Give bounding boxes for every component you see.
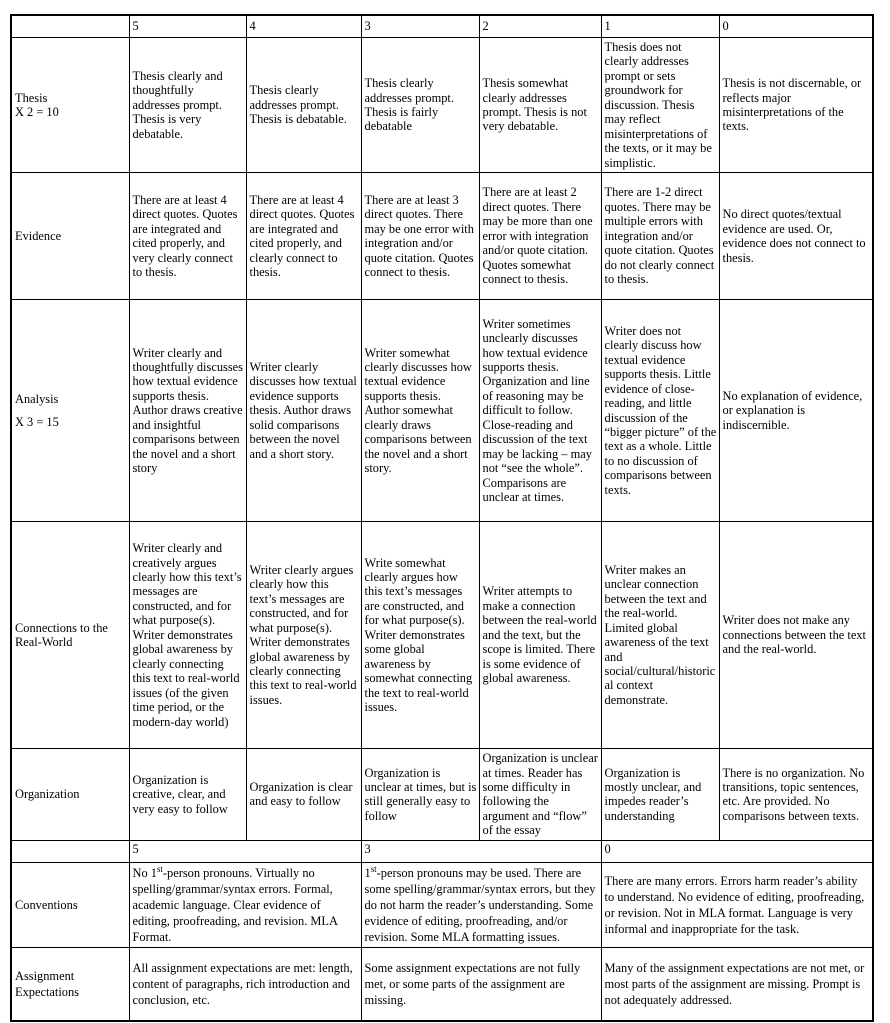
criterion-analysis-line1: Analysis [15,391,59,406]
cell-thesis-4: Thesis clearly addresses prompt. Thesis is debatable. [246,38,361,173]
criterion-analysis [11,300,129,522]
cell-analysis-0: No explanation of evidence, or explanation is indiscernible. [719,300,873,522]
score-header-2: 2 [479,15,601,38]
cell-assignment-5: All assignment expectations are met: length, content of paragraphs, rich introduction and conclusion, etc. [129,948,361,1022]
cell-thesis-0: Thesis is not discernable, or reflects major misinterpretations of the texts. [719,38,873,173]
cell-analysis-2: Writer sometimes unclearly discusses how textual evidence supports thesis. Organization and line of reasoning may be difficult to follow. Close-reading and discussion of the text may be lacking – may not “see the whole”. Comparisons are unclear at times. [479,300,601,522]
cell-organization-3: Organization is unclear at times, but is still generally easy to follow [361,749,479,841]
table-row-analysis [11,300,873,522]
criterion-assignment-line1: Assignment [15,969,75,984]
cell-conventions-3: 1st-person pronouns may be used. There are some spelling/grammar/syntax errors, but they do not harm the reader’s understanding. Some evidence of editing, proofreading, and/or revision. Some MLA formatting issues. [361,862,601,948]
rubric-body [11,15,873,1021]
criterion-assignment-expectations [11,948,129,1022]
score-header-bottom-3: 3 [361,840,601,862]
cell-connections-4: Writer clearly argues clearly how this text’s messages are constructed, and for what purpose(s). Writer demonstrates global awareness by clearly connecting this text to real-world issues. [246,522,361,749]
cell-connections-0: Writer does not make any connections between the text and the real-world. [719,522,873,749]
score-header-5: 5 [129,15,246,38]
criterion-conventions [11,862,129,948]
cell-thesis-5: Thesis clearly and thoughtfully addresses prompt. Thesis is very debatable. [129,38,246,173]
score-header-4: 4 [246,15,361,38]
criterion-thesis-line2: X 2 = 10 [15,105,59,120]
cell-analysis-5: Writer clearly and thoughtfully discusses how textual evidence supports thesis. Author draws creative and insightful comparisons between the novel and a short story [129,300,246,522]
cell-thesis-3: Thesis clearly addresses prompt. Thesis is fairly debatable [361,38,479,173]
cell-evidence-4: There are at least 4 direct quotes. Quotes are integrated and cited properly, and clearly connect to thesis. [246,173,361,300]
cell-connections-2: Writer attempts to make a connection between the real-world and the text, but the scope is limited. There is some evidence of global awareness. [479,522,601,749]
cell-conventions-5: No 1st-person pronouns. Virtually no spelling/grammar/syntax errors. Formal, academic language. Clear evidence of editing, proofreading, and revision. MLA Format. [129,862,361,948]
cell-analysis-3: Writer somewhat clearly discusses how textual evidence supports thesis. Author somewhat clearly draws comparisons between the novel and a short story. [361,300,479,522]
cell-conventions-0: There are many errors. Errors harm reader’s ability to understand. No evidence of editing, proofreading, or revision. Not in MLA format. Language is very informal and inappropriate for the task. [601,862,873,948]
criterion-analysis-spacer [15,406,127,415]
cell-evidence-0: No direct quotes/textual evidence are used. Or, evidence does not connect to thesis. [719,173,873,300]
score-header-row-bottom [11,840,873,862]
table-row-connections [11,522,873,749]
criterion-connections-line2: Real-World [15,635,73,650]
cell-analysis-4: Writer clearly discusses how textual evidence supports thesis. Author draws solid comparisons between the novel and a short story. [246,300,361,522]
cell-connections-1: Writer makes an unclear connection between the text and the real-world. Limited global awareness of the text and social/cultural/historical context demonstrate. [601,522,719,749]
cell-connections-5: Writer clearly and creatively argues clearly how this text’s messages are constructed, and for what purpose(s). Writer demonstrates global awareness by clearly connecting this text to real-world issues (of the given time period, or the modern-day world) [129,522,246,749]
cell-thesis-2: Thesis somewhat clearly addresses prompt. Thesis is not very debatable. [479,38,601,173]
cell-evidence-2: There are at least 2 direct quotes. There may be more than one error with integration and/or quote citation. Quotes somewhat connect to thesis. [479,173,601,300]
table-row-conventions [11,862,873,948]
cell-thesis-1: Thesis does not clearly addresses prompt or sets groundwork for discussion. Thesis may reflect misinterpretations of the texts, or it may be simplistic. [601,38,719,173]
cell-organization-5: Organization is creative, clear, and very easy to follow [129,749,246,841]
cell-evidence-3: There are at least 3 direct quotes. There may be one error with integration and/or quote citation. Quotes connect to thesis. [361,173,479,300]
score-header-bottom-0: 0 [601,840,873,862]
criterion-thesis [11,38,129,173]
table-row-organization [11,749,873,841]
table-row-assignment-expectations [11,948,873,1022]
score-header-bottom-5: 5 [129,840,361,862]
cell-evidence-1: There are 1-2 direct quotes. There may be multiple errors with integration and/or quote citation. Quotes do not clearly connect to thesis. [601,173,719,300]
cell-assignment-3: Some assignment expectations are not fully met, or some parts of the assignment are missing. [361,948,601,1022]
cell-analysis-1: Writer does not clearly discuss how textual evidence supports thesis. Little evidence of close-reading, and little discussion of the “bigger picture” of the text as a whole. Little to no discussion of comparisons between texts. [601,300,719,522]
criterion-connections-line1: Connections to the [15,620,108,635]
cell-organization-2: Organization is unclear at times. Reader has some difficulty in following the argument and “flow” of the essay [479,749,601,841]
score-header-0: 0 [719,15,873,38]
criterion-assignment-line2: Expectations [15,985,79,1000]
criterion-thesis-line1: Thesis [15,90,48,105]
score-header-row-top [11,15,873,38]
cell-assignment-0: Many of the assignment expectations are not met, or most parts of the assignment are missing. Prompt is not adequately addressed. [601,948,873,1022]
criterion-connections [11,522,129,749]
rubric-table [10,14,874,1022]
criterion-organization [11,749,129,841]
score-header-blank [11,15,129,38]
score-header-1: 1 [601,15,719,38]
criterion-evidence-line1: Evidence [15,228,62,243]
cell-organization-1: Organization is mostly unclear, and impedes reader’s understanding [601,749,719,841]
criterion-organization-line1: Organization [15,787,80,802]
cell-organization-4: Organization is clear and easy to follow [246,749,361,841]
criterion-evidence [11,173,129,300]
table-row-evidence [11,173,873,300]
cell-organization-0: There is no organization. No transitions, topic sentences, etc. Are provided. No comparisons between texts. [719,749,873,841]
table-row-thesis [11,38,873,173]
cell-connections-3: Write somewhat clearly argues how this text’s messages are constructed, and for what purpose(s). Writer demonstrates some global awareness by somewhat connecting the text to real-world issues. [361,522,479,749]
score-header-bottom-blank [11,840,129,862]
criterion-conventions-line1: Conventions [15,898,78,913]
criterion-analysis-line2: X 3 = 15 [15,415,59,430]
score-header-3: 3 [361,15,479,38]
cell-evidence-5: There are at least 4 direct quotes. Quotes are integrated and cited properly, and very clearly connect to thesis. [129,173,246,300]
